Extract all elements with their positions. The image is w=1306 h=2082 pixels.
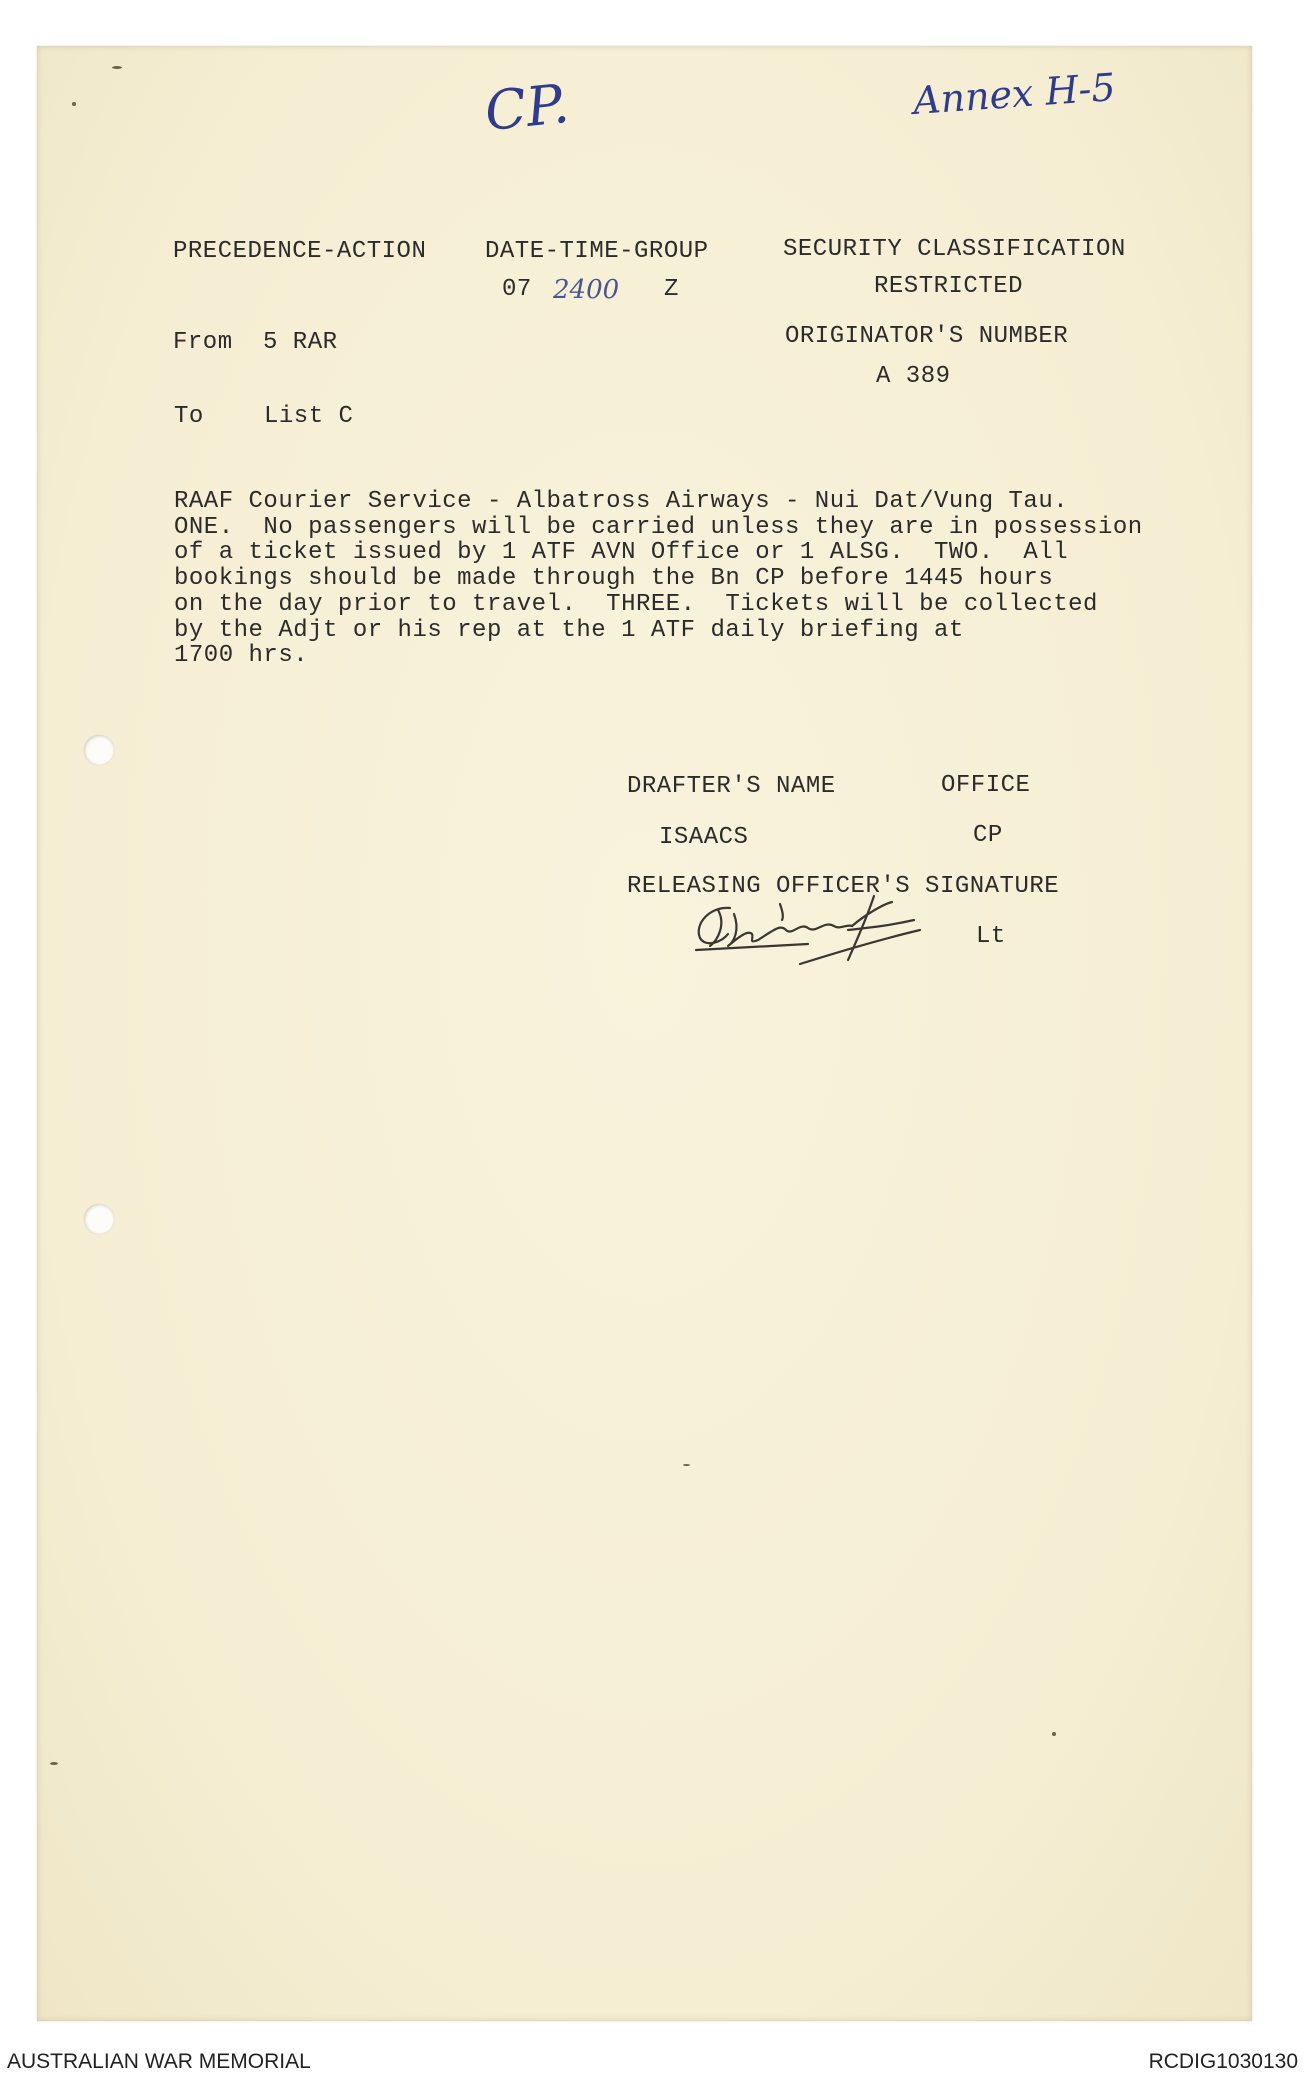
footer-reference-id: RCDIG1030130	[1148, 2050, 1298, 2073]
office-value: CP	[973, 822, 1003, 849]
security-classification-value: RESTRICTED	[874, 273, 1024, 300]
to-label: To	[174, 403, 204, 430]
dtg-label: DATE-TIME-GROUP	[485, 238, 709, 265]
message-line: of a ticket issued by 1 ATF AVN Office or 1 ALSG. TWO. All	[174, 539, 1069, 567]
paper-speck	[50, 1762, 58, 1765]
drafter-name-value: ISAACS	[659, 824, 749, 851]
paper-speck	[683, 1464, 690, 1466]
from-label: From	[173, 329, 233, 356]
office-label: OFFICE	[941, 772, 1031, 799]
punch-hole-upper	[84, 735, 114, 765]
paper-speck	[112, 66, 122, 69]
message-line: 1700 hrs.	[174, 642, 309, 670]
handwritten-annex-note: Annex H-5	[911, 64, 1117, 124]
message-line: RAAF Courier Service - Albatross Airways - Nui Dat/Vung Tau.	[174, 488, 1069, 515]
dtg-day: 07	[502, 276, 532, 303]
paper-speck	[1052, 1732, 1056, 1736]
punch-hole-lower	[84, 1204, 114, 1234]
drafter-name-label: DRAFTER'S NAME	[627, 773, 836, 800]
security-classification-label: SECURITY CLASSIFICATION	[783, 236, 1126, 263]
originator-number-value: A 389	[876, 363, 951, 390]
to-value: List C	[264, 403, 354, 430]
handwritten-cp-mark: CP.	[481, 71, 572, 144]
message-line: on the day prior to travel. THREE. Tickets will be collected	[174, 590, 1098, 618]
releasing-officer-signature-label: RELEASING OFFICER'S SIGNATURE	[627, 873, 1060, 900]
handwritten-signature	[688, 890, 968, 970]
precedence-label: PRECEDENCE-ACTION	[173, 238, 427, 265]
message-line: bookings should be made through the Bn CP before 1445 hours	[174, 565, 1054, 593]
releasing-officer-rank: Lt	[976, 923, 1006, 950]
message-line: by the Adjt or his rep at the 1 ATF daily briefing at	[174, 616, 964, 644]
originator-number-label: ORIGINATOR'S NUMBER	[785, 323, 1069, 350]
message-body	[174, 489, 1143, 669]
dtg-zone: Z	[664, 276, 679, 303]
footer-institution: AUSTRALIAN WAR MEMORIAL	[7, 2050, 311, 2073]
message-line: ONE. No passengers will be carried unless they are in possession	[174, 513, 1143, 541]
dtg-time-handwritten: 2400	[553, 275, 620, 305]
from-value: 5 RAR	[263, 329, 338, 356]
paper-speck	[72, 102, 76, 106]
